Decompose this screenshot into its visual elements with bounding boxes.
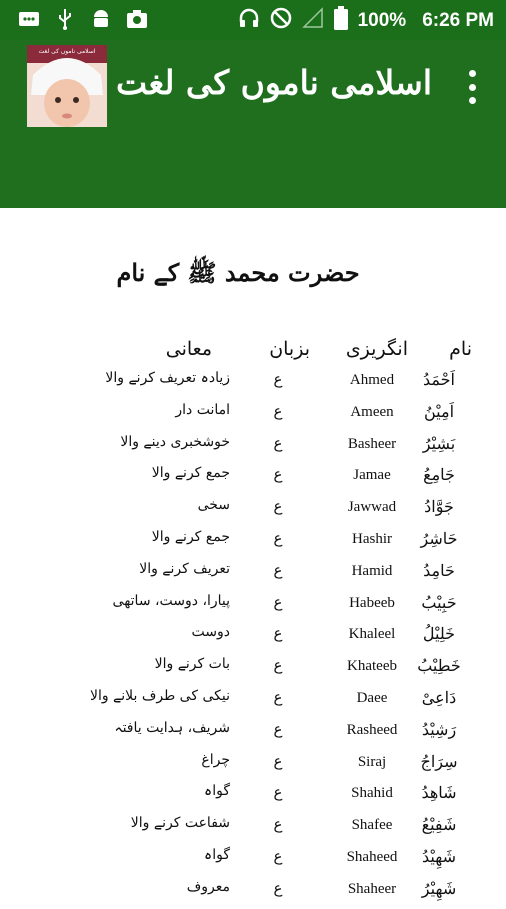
camera-icon <box>126 8 148 30</box>
messages-icon <box>18 8 40 30</box>
row-meaning: شفاعت کرنے والا <box>130 815 230 832</box>
row-meaning: جمع کرنے والا <box>151 465 230 482</box>
row-language: ع <box>273 751 283 770</box>
table-row <box>0 434 506 464</box>
table-row <box>0 402 506 432</box>
app-logo-avatar <box>27 45 107 127</box>
row-name-arabic: اَحْمَدُ <box>423 370 455 389</box>
table-row <box>0 752 506 782</box>
row-language: ع <box>273 624 283 643</box>
table-row <box>0 593 506 623</box>
row-name-arabic: جَامِعُ <box>423 465 455 485</box>
row-name-english: Ahmed <box>349 372 395 388</box>
row-name-english: Khateeb <box>347 658 397 675</box>
row-name-english: Jamae <box>353 467 391 484</box>
row-name-english: Rasheed <box>346 721 398 738</box>
table-row <box>0 529 506 559</box>
table-row <box>0 370 506 400</box>
column-header-english: انگریزی <box>345 338 408 360</box>
row-language: ع <box>273 719 283 738</box>
row-language: ع <box>273 370 283 388</box>
row-name-arabic: خَطِیْبُ <box>417 656 461 676</box>
row-language: ع <box>273 465 283 484</box>
row-name-english: Jawwad <box>347 499 397 516</box>
usb-icon <box>54 8 76 30</box>
notification-icons <box>18 8 148 30</box>
column-header-meaning: معانی <box>165 338 212 360</box>
table-row <box>0 720 506 750</box>
row-language: ع <box>273 401 283 420</box>
row-name-english: Hamid <box>351 562 393 579</box>
row-name-arabic: بَشِیْرُ <box>422 433 456 453</box>
row-language: ع <box>273 497 283 516</box>
row-meaning: گواہ <box>204 783 230 800</box>
row-name-english: Hashir <box>352 531 392 547</box>
row-meaning: بات کرنے والا <box>154 656 230 673</box>
clock: 6:26 PM <box>422 10 494 31</box>
row-name-english: Siraj <box>357 753 387 770</box>
row-meaning: معروف <box>186 878 230 895</box>
row-meaning: پیارا، دوست، ساتھی <box>112 592 230 609</box>
row-name-arabic: شَاهِدُ <box>421 783 457 803</box>
row-name-arabic: شَفِیْعُ <box>421 815 457 835</box>
table-row <box>0 815 506 845</box>
table-row <box>0 656 506 686</box>
do-not-disturb-icon <box>270 7 292 35</box>
row-language: ع <box>273 878 283 897</box>
row-name-english: Shaheed <box>346 849 398 865</box>
row-language: ع <box>273 592 283 611</box>
row-name-english: Khaleel <box>348 626 396 643</box>
table-row <box>0 847 506 877</box>
table-row <box>0 624 506 654</box>
row-name-arabic: حَامِدُ <box>423 560 455 580</box>
signal-icon <box>302 7 324 35</box>
row-meaning: زیادہ تعریف کرنے والا <box>105 370 230 386</box>
row-name-arabic: شَهِیْدُ <box>421 847 456 866</box>
row-name-english: Shafee <box>351 817 393 834</box>
column-header-name: نام <box>449 338 472 360</box>
column-header-language: بزبان <box>269 338 310 360</box>
system-status <box>238 6 494 36</box>
overflow-menu-icon[interactable] <box>468 70 476 104</box>
row-language: ع <box>273 560 283 579</box>
row-language: ع <box>273 529 283 547</box>
row-meaning: تعریف کرنے والا <box>139 560 230 577</box>
row-meaning: جمع کرنے والا <box>151 529 230 545</box>
row-language: ع <box>273 847 283 865</box>
row-meaning: سخی <box>197 497 230 514</box>
row-name-arabic: دَاعِیْ <box>421 688 457 707</box>
table-row <box>0 497 506 527</box>
row-meaning: شریف، ہدایت یافتہ <box>114 719 230 736</box>
row-name-arabic: جَوَّادُ <box>424 497 454 517</box>
headphones-icon <box>238 8 260 34</box>
header-band <box>0 134 506 208</box>
battery-percent: 100% <box>357 10 407 31</box>
row-name-english: Habeeb <box>349 594 395 611</box>
row-name-arabic: رَشِیْدُ <box>421 719 457 739</box>
row-language: ع <box>273 433 283 452</box>
row-name-arabic: اَمِیْنُ <box>423 401 455 421</box>
row-name-arabic: خَلِیْلُ <box>422 624 456 644</box>
row-name-arabic: حَاشِرُ <box>420 529 458 548</box>
row-meaning: خوشخبری دینے والا <box>120 433 230 450</box>
row-name-arabic: شَهِیْرُ <box>421 878 457 898</box>
row-language: ع <box>273 783 283 802</box>
row-language: ع <box>273 656 283 675</box>
row-name-english: Ameen <box>350 403 394 420</box>
row-name-english: Basheer <box>347 435 397 452</box>
table-row <box>0 465 506 495</box>
row-meaning: گواہ <box>204 847 230 863</box>
row-name-arabic: سِرَاجُ <box>420 751 458 771</box>
status-bar <box>0 0 506 40</box>
document-heading: حضرت محمد ﷺ کے نام <box>116 258 360 287</box>
row-name-arabic: حَبِیْبُ <box>421 592 457 612</box>
row-meaning: دوست <box>191 624 230 641</box>
row-meaning: چراغ <box>201 751 230 768</box>
table-row <box>0 561 506 591</box>
table-row <box>0 783 506 813</box>
row-meaning: نیکی کی طرف بلانے والا <box>89 688 230 704</box>
row-name-english: Daee <box>356 690 388 706</box>
row-name-english: Shahid <box>351 785 393 802</box>
avatar-caption: اسلامی ناموں کی لغت <box>38 48 96 55</box>
table-row <box>0 688 506 718</box>
battery-icon <box>334 6 348 36</box>
row-language: ع <box>273 815 283 834</box>
app-title: اسلامی ناموں کی لغت <box>116 63 432 102</box>
row-meaning: امانت دار <box>175 401 230 418</box>
table-row <box>0 879 506 909</box>
row-name-english: Shaheer <box>347 880 397 897</box>
android-icon <box>90 8 112 30</box>
row-language: ع <box>273 688 283 706</box>
